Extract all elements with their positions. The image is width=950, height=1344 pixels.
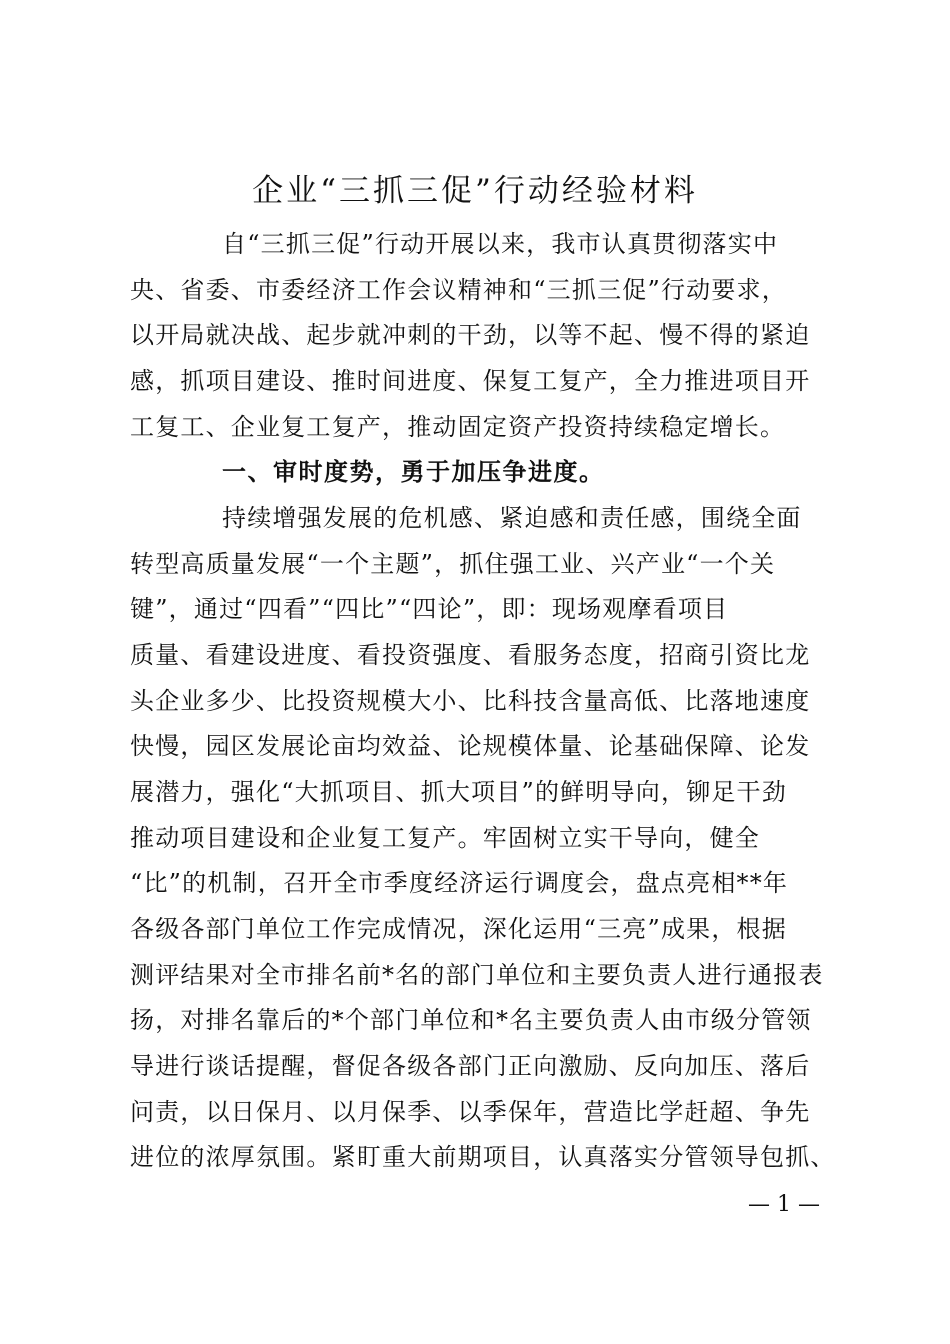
paragraph-2-line-9: “比”的机制，召开全市季度经济运行调度会，盘点亮相**年	[130, 869, 789, 897]
paragraph-2-line-1: 持续增强发展的危机感、紧迫感和责任感，围绕全面	[222, 504, 802, 532]
paragraph-2-line-7: 展潜力，强化“大抓项目、抓大项目”的鲜明导向，铆足干劲	[130, 778, 787, 806]
paragraph-2-line-11: 测评结果对全市排名前*名的部门单位和主要负责人进行通报表	[130, 961, 824, 989]
paragraph-2-line-4: 质量、看建设进度、看投资强度、看服务态度，招商引资比龙	[130, 641, 811, 669]
paragraph-2-line-15: 进位的浓厚氛围。紧盯重大前期项目，认真落实分管领导包抓、	[130, 1143, 836, 1171]
paragraph-2-line-3: 键”，通过“四看”“四比”“四论”，即：现场观摩看项目	[130, 595, 729, 623]
page-number: — 1 —	[748, 1192, 820, 1217]
paragraph-2-line-5: 头企业多少、比投资规模大小、比科技含量高低、比落地速度	[130, 687, 811, 715]
paragraph-2-line-8: 推动项目建设和企业复工复产。牢固树立实干导向，健全	[130, 824, 760, 852]
paragraph-2-line-2: 转型高质量发展“一个主题”，抓住强工业、兴产业“一个关	[130, 550, 776, 578]
paragraph-2-line-10: 各级各部门单位工作完成情况，深化运用“三亮”成果，根据	[130, 915, 787, 943]
document-title: 企业“三抓三促”行动经验材料	[252, 173, 698, 209]
paragraph-1-line-3: 以开局就决战、起步就冲刺的干劲，以等不起、慢不得的紧迫	[130, 321, 811, 349]
paragraph-1-line-2: 央、省委、市委经济工作会议精神和“三抓三促”行动要求，	[130, 276, 787, 304]
section-heading-1: 一、审时度势，勇于加压争进度。	[222, 458, 605, 486]
paragraph-2-line-12: 扬，对排名靠后的*个部门单位和*名主要负责人由市级分管领	[130, 1006, 812, 1034]
paragraph-1-line-1: 自“三抓三促”行动开展以来，我市认真贯彻落实中	[222, 230, 779, 258]
paragraph-1-line-5: 工复工、企业复工复产，推动固定资产投资持续稳定增长。	[130, 413, 786, 441]
paragraph-2-line-6: 快慢，园区发展论亩均效益、论规模体量、论基础保障、论发	[130, 732, 811, 760]
paragraph-2-line-14: 问责，以日保月、以月保季、以季保年，营造比学赶超、争先	[130, 1098, 811, 1126]
paragraph-1-line-4: 感，抓项目建设、推时间进度、保复工复产，全力推进项目开	[130, 367, 811, 395]
paragraph-2-line-13: 导进行谈话提醒，督促各级各部门正向激励、反向加压、落后	[130, 1052, 811, 1080]
